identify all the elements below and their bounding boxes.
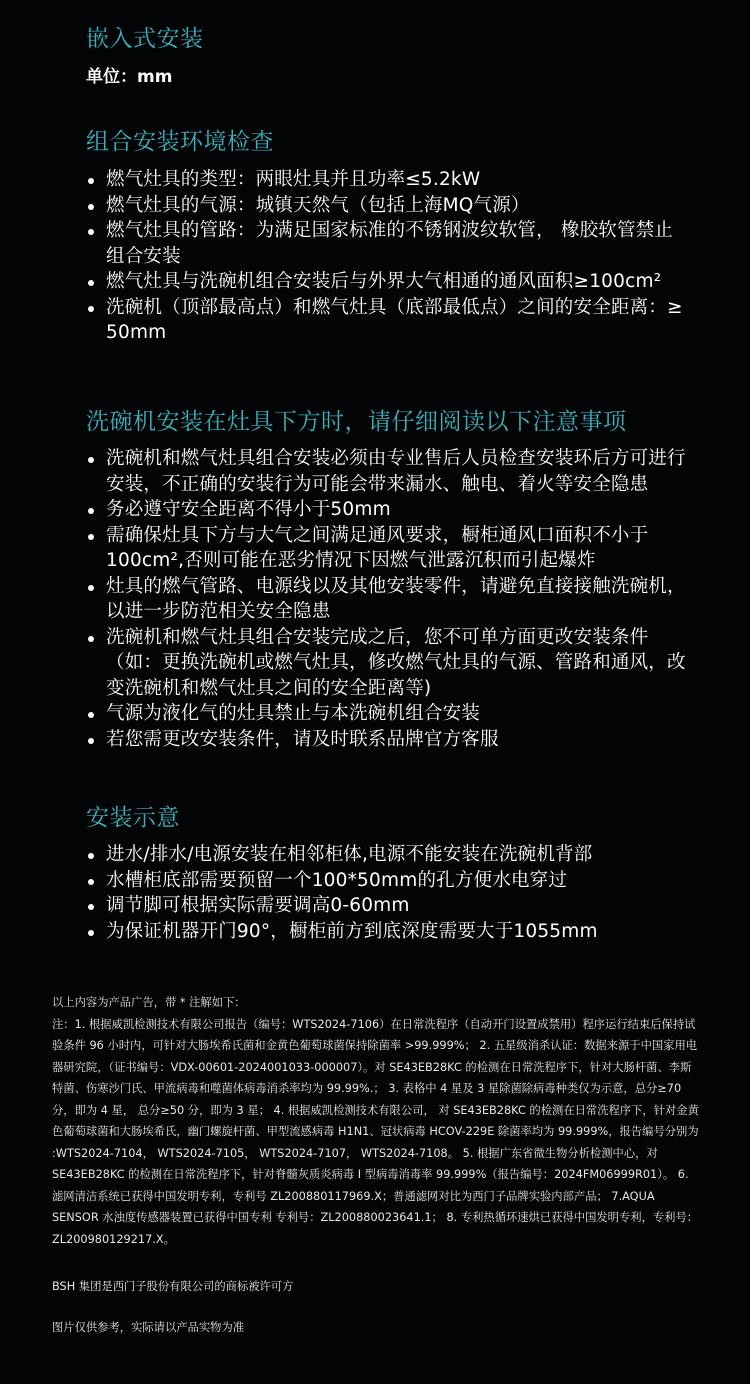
bullet-dot-icon [88,738,94,744]
list-item: 燃气灶具的类型：两眼灶具并且功率≤5.2kW [86,167,686,193]
bullet-dot-icon [88,904,94,910]
list-item: 燃气灶具的气源：城镇天然气（包括上海MQ气源） [86,193,686,219]
bullet-dot-icon [88,636,94,642]
footnote-body: 注：1. 根据威凯检测技术有限公司报告（编号：WTS2024-7106）在日常洗程序（自动开门设置成禁用）程序运行结束后保持试验条件 96 小时内，可针对大肠埃希氏菌和金黄色葡萄球菌保持除菌率 >99.999%； 2. 五星级消杀认证：数据来源于中国家用电器研究院，（证书编号：VDX-00601-2024001033-000007）。对 SE43EB28KC 的检测在日常洗程序下，针对大肠杆菌、李斯特菌、伤寒沙门氏、甲流病毒和噬菌体病毒消杀率均为 99.99%.； 3. 表格中 4 星及 3 星除菌除病毒种类仅为示意，总分≥70 分，即为 4 星， 总分≥50 分，即为 3 星； 4. 根据威凯检测技术有限公司， 对 SE43EB28KC 的检测在日常洗程序下，针对金黄色葡萄球菌和大肠埃希氏，幽门螺旋杆菌、甲型流感病毒 H1N1、冠状病毒 HCOV-229E 除菌率均为 99.999%，报告编号分别为 :WTS2024-7104， WTS2024-7105， WTS2024-7107， WTS2024-7108。 5. 根据广东省微生物分析检测中心，对 SE43EB28KC 的检测在日常洗程序下，针对脊髓灰质炎病毒 I 型病毒消毒率 99.999%（报告编号：2024FM06999R01）。 6. 滤网清洁系统已获得中国发明专利，专利号 ZL200880117969.X；普通滤网对比为西门子品牌实验内部产品； 7.AQUA SENSOR 水浊度传感器装置已获得中国专利 专利号：ZL200880023641.1； 8. 专利热循环速烘已获得中国发明专利，专利号：ZL200980129217.X。 [52,1017,699,1246]
section-title-installation: 嵌入式安装 [86,26,204,52]
bullet-dot-icon [88,306,94,312]
list-item: 洗碗机和燃气灶具组合安装必须由专业售后人员检查安装环后方可进行安装，不正确的安装行为可能会带来漏水、触电、着火等安全隐患 [86,446,686,497]
footnote-block [52,992,700,1250]
list-item: 燃气灶具与洗碗机组合安装后与外界大气相通的通风面积≥100cm² [86,269,686,295]
bullet-dot-icon [88,178,94,184]
trademark-note: BSH 集团是西门子股份有限公司的商标被许可方 [52,1280,294,1293]
list-item: 若您需更改安装条件，请及时联系品牌官方客服 [86,727,686,753]
bullet-dot-icon [88,280,94,286]
section-title-installation-diagram: 安装示意 [86,805,180,831]
bullet-dot-icon [88,508,94,514]
precautions-list [86,446,686,752]
unit-label: 单位：mm [86,67,173,87]
list-item: 洗碗机（顶部最高点）和燃气灶具（底部最低点）之间的安全距离：≥ 50mm [86,295,686,346]
list-item: 灶具的燃气管路、电源线以及其他安装零件，请避免直接接触洗碗机，以进一步防范相关安全隐患 [86,574,686,625]
bullet-dot-icon [88,457,94,463]
list-item: 燃气灶具的管路：为满足国家标准的不锈钢波纹软管， 橡胶软管禁止组合安装 [86,218,686,269]
list-item: 需确保灶具下方与大气之间满足通风要求，橱柜通风口面积不小于100cm²,否则可能在恶劣情况下因燃气泄露沉积而引起爆炸 [86,523,686,574]
bullet-dot-icon [88,853,94,859]
installation-notes-list [86,842,686,944]
list-item: 调节脚可根据实际需要调高0-60mm [86,893,686,919]
list-item: 为保证机器开门90°，橱柜前方到底深度需要大于1055mm [86,919,686,945]
list-item: 气源为液化气的灶具禁止与本洗碗机组合安装 [86,701,686,727]
list-item: 洗碗机和燃气灶具组合安装完成之后，您不可单方面更改安装条件（如：更换洗碗机或燃气灶具，修改燃气灶具的气源、管路和通风，改变洗碗机和燃气灶具之间的安全距离等) [86,625,686,702]
image-disclaimer: 图片仅供参考，实际请以产品实物为准 [52,1321,245,1334]
bullet-dot-icon [88,930,94,936]
list-item: 务必遵守安全距离不得小于50mm [86,497,686,523]
section-title-environment-check: 组合安装环境检查 [86,129,274,155]
bullet-dot-icon [88,534,94,540]
bullet-dot-icon [88,585,94,591]
bullet-dot-icon [88,879,94,885]
bullet-dot-icon [88,712,94,718]
bullet-dot-icon [88,229,94,235]
footnote-intro: 以上内容为产品广告，带 * 注解如下： [52,996,246,1009]
list-item: 水槽柜底部需要预留一个100*50mm的孔方便水电穿过 [86,868,686,894]
section-title-precautions: 洗碗机安装在灶具下方时，请仔细阅读以下注意事项 [86,409,627,435]
bullet-dot-icon [88,204,94,210]
environment-check-list [86,167,686,346]
list-item: 进水/排水/电源安装在相邻柜体,电源不能安装在洗碗机背部 [86,842,686,868]
